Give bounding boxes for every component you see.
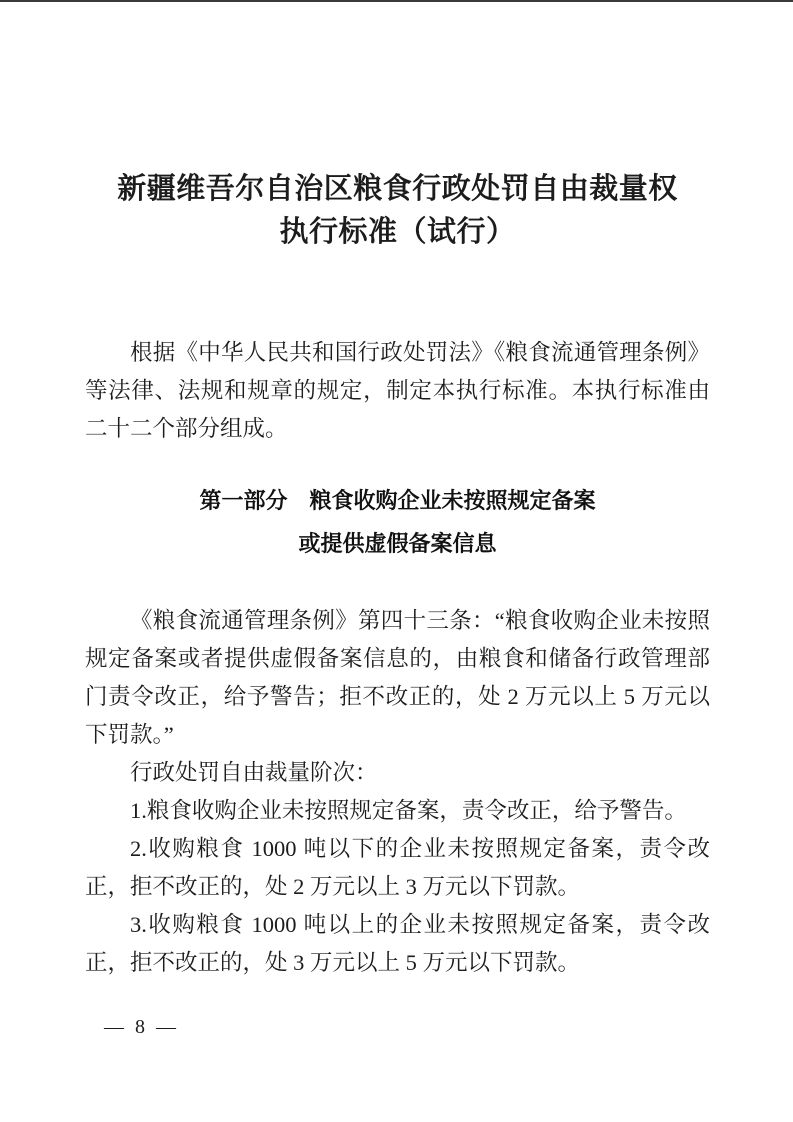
page-number: — 8 — — [104, 1016, 179, 1038]
section-heading-part-1 — [85, 479, 710, 565]
section-heading-line-1: 第一部分 粮食收购企业未按照规定备案 — [199, 488, 596, 513]
discretion-tiers-label: 行政处罚自由裁量阶次： — [130, 760, 378, 785]
discretion-tier-item-3: 3.收购粮食 1000 吨以上的企业未按照规定备案，责令改正，拒不改正的，处 3 万元以上 5 万元以下罚款。 — [85, 912, 710, 975]
document-title-line-1: 新疆维吾尔自治区粮食行政处罚自由裁量权 — [117, 173, 678, 205]
intro-paragraph: 根据《中华人民共和国行政处罚法》《粮食流通管理条例》等法律、法规和规章的规定，制定本执行标准。本执行标准由二十二个部分组成。 — [85, 340, 710, 441]
section-heading-line-2: 或提供虚假备案信息 — [298, 531, 497, 556]
regulation-quote-paragraph: 《粮食流通管理条例》第四十三条：“粮食收购企业未按照规定备案或者提供虚假备案信息的，由粮食和储备行政管理部门责令改正，给予警告；拒不改正的，处 2 万元以上 5 万元以下罚款。” — [85, 608, 710, 747]
discretion-tier-item-2: 2.收购粮食 1000 吨以下的企业未按照规定备案，责令改正，拒不改正的，处 2 万元以上 3 万元以下罚款。 — [85, 836, 710, 899]
document-title-line-2: 执行标准（试行） — [279, 216, 516, 248]
scan-artifact-top-edge — [0, 0, 793, 2]
document-title — [85, 168, 710, 254]
discretion-tier-item-1: 1.粮食收购企业未按照规定备案，责令改正，给予警告。 — [130, 798, 687, 823]
